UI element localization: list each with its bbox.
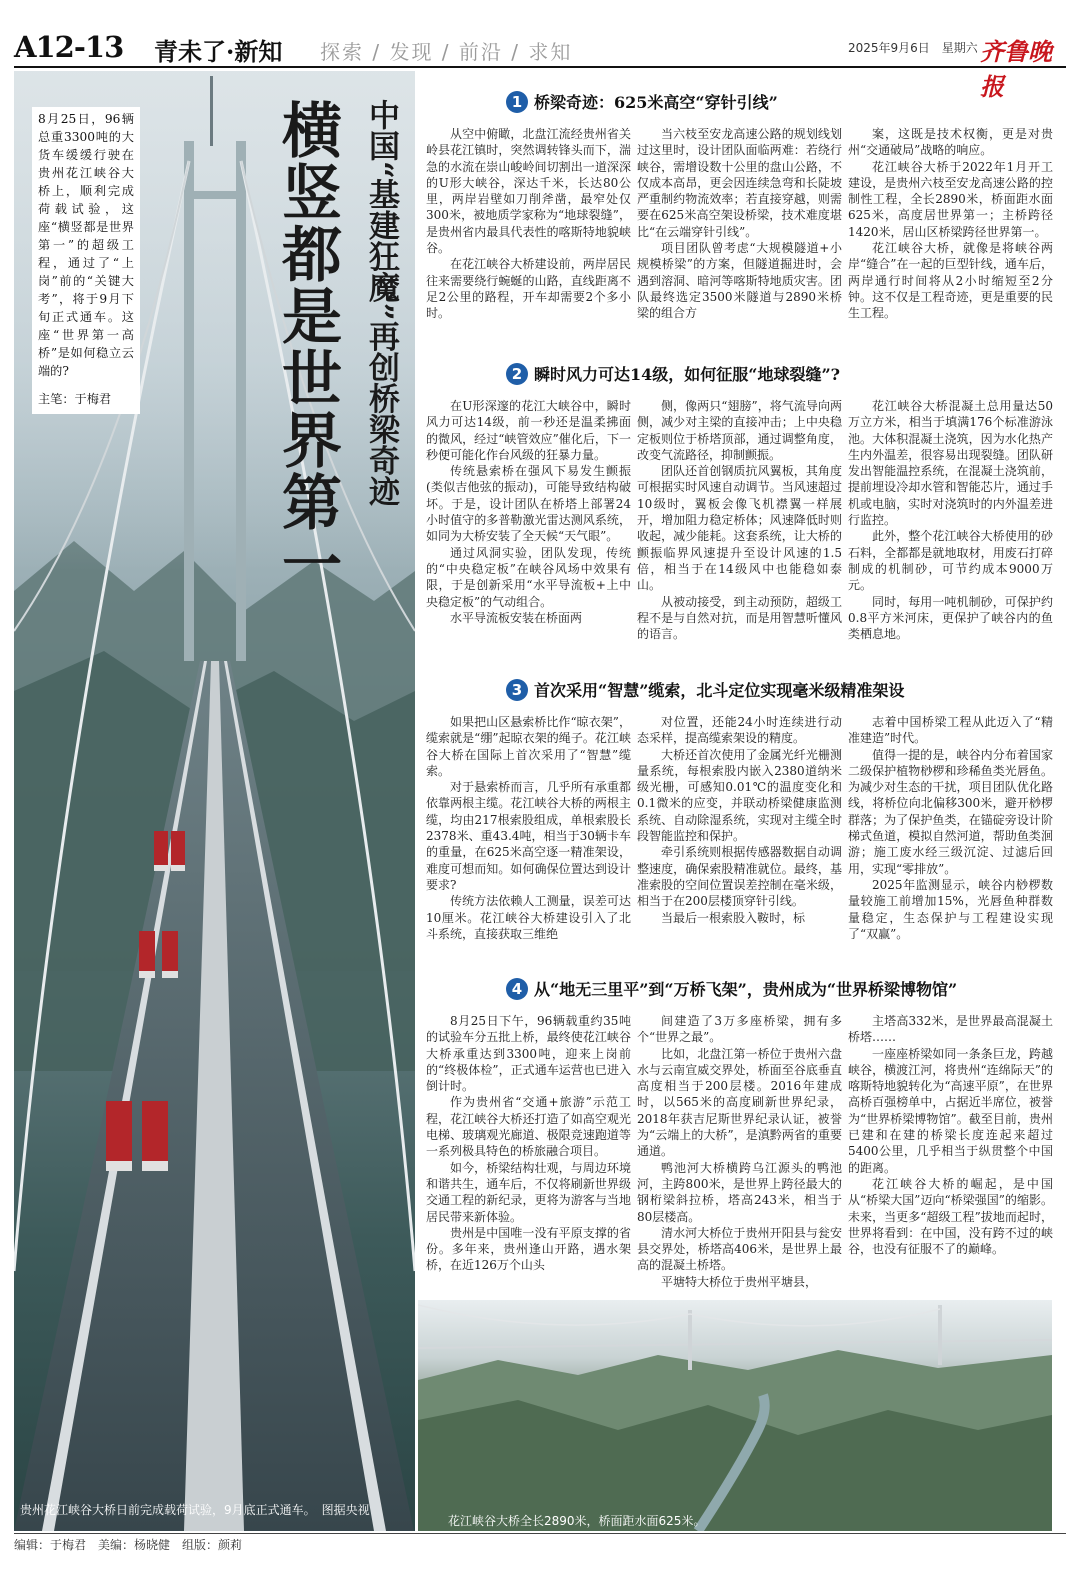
- paragraph: 对位置，还能24小时连续进行动态采样，提高缆索架设的精度。: [637, 715, 842, 746]
- column: [848, 126, 1053, 390]
- landscape-photo: [418, 1300, 1052, 1531]
- section-number-badge: 1: [506, 91, 528, 113]
- column: [426, 1013, 631, 1297]
- paragraph: 花江峡谷大桥于2022年1月开工建设，是贵州六枝至安龙高速公路的控制性工程，全长2890米，桥面距水面625米，高度居世界第一；主桥跨径1420米，居山区桥梁跨径世界第一。: [848, 159, 1053, 239]
- section-title-text: 瞬时风力可达14级，如何征服“地球裂缝”?: [534, 365, 841, 384]
- paragraph: 此外，整个花江峡谷大桥使用的砂石料，全都都是就地取材，用废石打碎制成的机制砂，可节约成本9000万元。: [848, 529, 1053, 593]
- section-number-badge: 3: [506, 679, 528, 701]
- paragraph: 同时，每用一吨机制砂，可保护约0.8平方米河床，更保护了峡谷内的鱼类栖息地。: [848, 594, 1053, 642]
- column: [637, 714, 842, 970]
- section-title-text: 首次采用“智慧”缆索，北斗定位实现毫米级精准架设: [534, 681, 905, 700]
- section-number-badge: 2: [506, 363, 528, 385]
- paragraph: 花江峡谷大桥的崛起，是中国从“桥梁大国”迈向“桥梁强国”的缩影。未来，当更多“超级工程”拔地而起时，世界将看到：在中国，没有跨不过的峡谷，也没有征服不了的巅峰。: [848, 1176, 1053, 1257]
- column: [637, 398, 842, 670]
- paragraph: 志着中国桥梁工程从此迈入了“精准建造”时代。: [848, 715, 1053, 746]
- paragraph: 通过风洞实验，团队发现，传统的“中央稳定板”在峡谷风场中效果有限，于是创新采用“水平导流板+上中央稳定板”的气动组合。: [426, 545, 631, 609]
- paragraph: 值得一提的是，峡谷内分布着国家二级保护植物桫椤和珍稀鱼类光唇鱼。为减少对生态的干扰，项目团队优化路线，将桥位向北偏移300米，避开桫椤群落；为了保护鱼类，在锚碇旁设计阶梯式鱼道，模拟自然河道，帮助鱼类洄游；施工废水经三级沉淀、过滤后回用，实现“零排放”。: [848, 747, 1053, 876]
- paragraph: 贵州是中国唯一没有平原支撑的省份。多年来，贵州逢山开路，遇水架桥，在近126万个山头: [426, 1225, 631, 1273]
- author-credit: 主笔：于梅君: [38, 392, 112, 406]
- issue-date: 2025年9月6日 星期六: [848, 41, 978, 55]
- intro-text: 8月25日，96辆总重3300吨的大货车缓缓行驶在贵州花江峡谷大桥上，顺利完成荷载试验，这座“横竖都是世界第一”的超级工程，通过了“上岗”前的“关键大考”，将于9月下旬正式通车。这座“世界第一高桥”是如何稳立云端的?: [38, 112, 134, 378]
- section-title: 青未了·新知: [154, 37, 283, 66]
- paragraph: 侧，像两只“翅膀”，将气流导向两侧，减少对主梁的直接冲击；上中央稳定板则位于桥塔顶部，通过调整角度，改变气流路径，抑制颤振。: [637, 399, 842, 462]
- masthead: [14, 28, 1066, 101]
- paragraph: 在U形深邃的花江大峡谷中，瞬时风力可达14级，前一秒还是温柔拂面的微风，经过“峡管效应”催化后，下一秒便可能化作台风级的狂暴力量。: [426, 399, 631, 462]
- paragraph: 作为贵州省“交通+旅游”示范工程，花江峡谷大桥还打造了如高空观光电梯、玻璃观光廊道、极限竞速跑道等一系列极具特色的桥旅融合项目。: [426, 1095, 631, 1159]
- paragraph: 2025年监测显示，峡谷内桫椤数量较施工前增加15%，光唇鱼种群数量稳定，生态保护与工程建设实现了“双赢”。: [848, 877, 1053, 941]
- section-3-columns: [426, 714, 1054, 970]
- footer-credits: 编辑：于梅君 美编：杨晓健 组版：颜莉: [14, 1538, 243, 1552]
- newspaper-logo: 齐鲁晚报: [980, 37, 1052, 101]
- bridge-photo: [14, 71, 415, 1531]
- paragraph: 项目团队曾考虑“大规模隧道+小规模桥梁”的方案，但隧道掘进时，会遇到溶洞、暗河等喀斯特地质灾害。团队最终选定3500米隧道与2890米桥梁的组合方: [637, 241, 842, 321]
- column: [848, 1013, 1053, 1297]
- valley-illustration: [418, 1300, 1052, 1531]
- section-heading-4: [506, 977, 957, 1000]
- paragraph: 平塘特大桥位于贵州平塘县，: [661, 1274, 818, 1289]
- column: [637, 1013, 842, 1297]
- paragraph: 当六枝至安龙高速公路的规划线划过这里时，设计团队面临两难：若绕行峡谷，需增设数十公里的盘山公路，不仅成本高昂，更会因连续急弯和长陡坡严重制约物流效率；若直接穿越，则需要在625米高空架设桥梁，技术难度堪比“在云端穿针引线”。: [637, 127, 842, 239]
- paragraph: 主塔高332米，是世界最高混凝土桥塔……: [848, 1014, 1053, 1045]
- paragraph: 案，这既是技术权衡，更是对贵州“交通破局”战略的响应。: [848, 127, 1053, 158]
- column: [426, 398, 631, 670]
- paragraph: 水平导流板安装在桥面两: [450, 610, 583, 625]
- paragraph: 如今，桥梁结构壮观，与周边环境和谐共生，通车后，不仅将刷新世界级交通工程的新纪录，更将为游客与当地居民带来新体验。: [426, 1160, 631, 1224]
- headline: 横竖都是世界第一: [272, 99, 342, 595]
- paragraph: 间建造了3万多座桥梁，拥有多个“世界之最”。: [637, 1014, 842, 1045]
- section-title-text: 从“地无三里平”到“万桥飞架”，贵州成为“世界桥梁博物馆”: [534, 980, 958, 999]
- paragraph: 从空中俯瞰，北盘江流经贵州省关岭县花江镇时，突然调转锋头而下，湍急的水流在崇山峻岭间切割出一道深深的U形大峡谷，深达千米，长达80公里，两岸岩壁如刀削斧凿，最窄处仅300米，被地质学家称为“地球裂缝”，是贵州省内最具代表性的喀斯特地貌峡谷。: [426, 127, 631, 256]
- section-heading-2: [506, 362, 840, 385]
- paragraph: 传统悬索桥在强风下易发生颤振(类似吉他弦的振动)，可能导致结构破坏。于是，设计团队在桥塔上部署24小时值守的多普勒激光雷达测风系统，如同为大桥安装了全天候“天气眼”。: [426, 464, 631, 544]
- section-title-text: 桥梁奇迹：625米高空“穿针引线”: [534, 93, 778, 112]
- feature-intro: [32, 107, 140, 414]
- section-heading-3: [506, 678, 904, 701]
- section-heading-1: [506, 90, 778, 113]
- page-number: A12-13: [14, 30, 124, 64]
- paragraph: 一座座桥梁如同一条条巨龙，跨越峡谷，横渡江河，将贵州“连绵际天”的喀斯特地貌转化为“高速平原”，在世界高桥百强榜单中，占据近半席位，被誉为“世界桥梁博物馆”。截至目前，贵州已建和在建的桥梁长度连起来超过5400公里，几乎相当于纵贯整个中国的距离。: [848, 1046, 1053, 1175]
- column: [848, 714, 1053, 970]
- kicker: 中国“基建狂魔”再创桥梁奇迹: [363, 99, 399, 507]
- paragraph: 比如，北盘江第一桥位于贵州六盘水与云南宣威交界处，桥面至谷底垂直高度相当于200层楼。2016年建成时，以565米的高度刷新世界纪录，2018年获吉尼斯世界纪录认证，被誉为“云端上的大桥”，是滇黔两省的重要通道。: [637, 1046, 842, 1159]
- column: [426, 126, 631, 390]
- paragraph: 花江峡谷大桥，就像是将峡谷两岸“缝合”在一起的巨型针线，通车后，两岸通行时间将从2小时缩短至2分钟。这不仅是工程奇迹，更是重要的民生工程。: [848, 241, 1053, 321]
- paragraph: 鸭池河大桥横跨乌江源头的鸭池河，主跨800米，是世界上跨径最大的钢桁梁斜拉桥，塔高243米，相当于80层楼高。: [637, 1160, 842, 1224]
- paragraph: 如果把山区悬索桥比作“晾衣架”，缆索就是“绷”起晾衣架的绳子。花江峡谷大桥在国际上首次采用了“智慧”缆索。: [426, 715, 631, 778]
- paragraph: 8月25日下午，96辆载重约35吨的试验车分五批上桥，最终使花江峡谷大桥承重达到3300吨，迎来上岗前的“终极体检”，正式通车运营也已进入倒计时。: [426, 1014, 631, 1094]
- section-4-columns: [426, 1013, 1054, 1297]
- paragraph: 清水河大桥位于贵州开阳县与瓮安县交界处，桥塔高406米，是世界上最高的混凝土桥塔。: [637, 1225, 842, 1273]
- paragraph: 花江峡谷大桥混凝土总用量达50万立方米，相当于填满176个标准游泳池。大体积混凝土浇筑，因为水化热产生内外温差，很容易出现裂缝。团队研发出智能温控系统，在混凝土浇筑前，提前埋设冷却水管和智能芯片，通过手机或电脑，实时对浇筑时的内外温差进行监控。: [848, 399, 1053, 528]
- landscape-caption: 花江峡谷大桥全长2890米，桥面距水面625米。: [448, 1514, 706, 1528]
- photo-caption: 贵州花江峡谷大桥日前完成载荷试验，9月底正式通车。 图据央视: [20, 1503, 370, 1517]
- footer-rule: [14, 1533, 1066, 1534]
- paragraph: 传统方法依赖人工测量，误差可达10厘米。花江峡谷大桥建设引入了北斗系统，直接获取三维绝: [426, 894, 631, 941]
- column: [426, 714, 631, 970]
- paragraph: 大桥还首次使用了金属光纤光栅测量系统，每根索股内嵌入2380道纳米级光栅，可感知0.01℃的温度变化和0.1微米的应变，并联动桥梁健康监测系统、自动除湿系统，实现对主缆全时段智能监控和保护。: [637, 747, 842, 844]
- header-rule: [14, 66, 1066, 68]
- column: [637, 126, 842, 390]
- paragraph: 从被动接受，到主动预防，超级工程不是与自然对抗，而是用智慧听懂风的语言。: [637, 594, 842, 642]
- paragraph: 团队还首创钢质抗风翼板，其角度可根据实时风速自动调节。当风速超过10级时，翼板会像飞机襟翼一样展开，增加阻力稳定桥体；风速降低时则收起，减少能耗。这套系统，让大桥的颤振临界风速提升至设计风速的1.5倍，相当于在14级风中也能稳如泰山。: [637, 464, 842, 593]
- paragraph: 对于悬索桥而言，几乎所有承重都依靠两根主缆。花江峡谷大桥的两根主缆，均由217根索股组成，单根索股长2378米、重43.4吨，相当于30辆卡车的重量，在625米高空逐一精准架设，难度可想而知。如何确保位置达到设计要求?: [426, 780, 631, 892]
- section-number-badge: 4: [506, 978, 528, 1000]
- section-subtitle: 探索 / 发现 / 前沿 / 求知: [320, 40, 573, 64]
- section-2-columns: [426, 398, 1054, 670]
- section-1-columns: [426, 126, 1054, 390]
- paragraph: 牵引系统则根据传感器数据自动调整速度，确保索股精准就位。最终，基准索股的空间位置误差控制在毫米级，相当于在200层楼顶穿针引线。: [637, 845, 842, 909]
- column: [848, 398, 1053, 670]
- paragraph: 在花江峡谷大桥建设前，两岸居民往来需要绕行蜿蜒的山路，直线距离不足2公里的路程，开车却需要2个多小时。: [426, 257, 631, 321]
- paragraph: 当最后一根索股入鞍时，标: [661, 910, 806, 925]
